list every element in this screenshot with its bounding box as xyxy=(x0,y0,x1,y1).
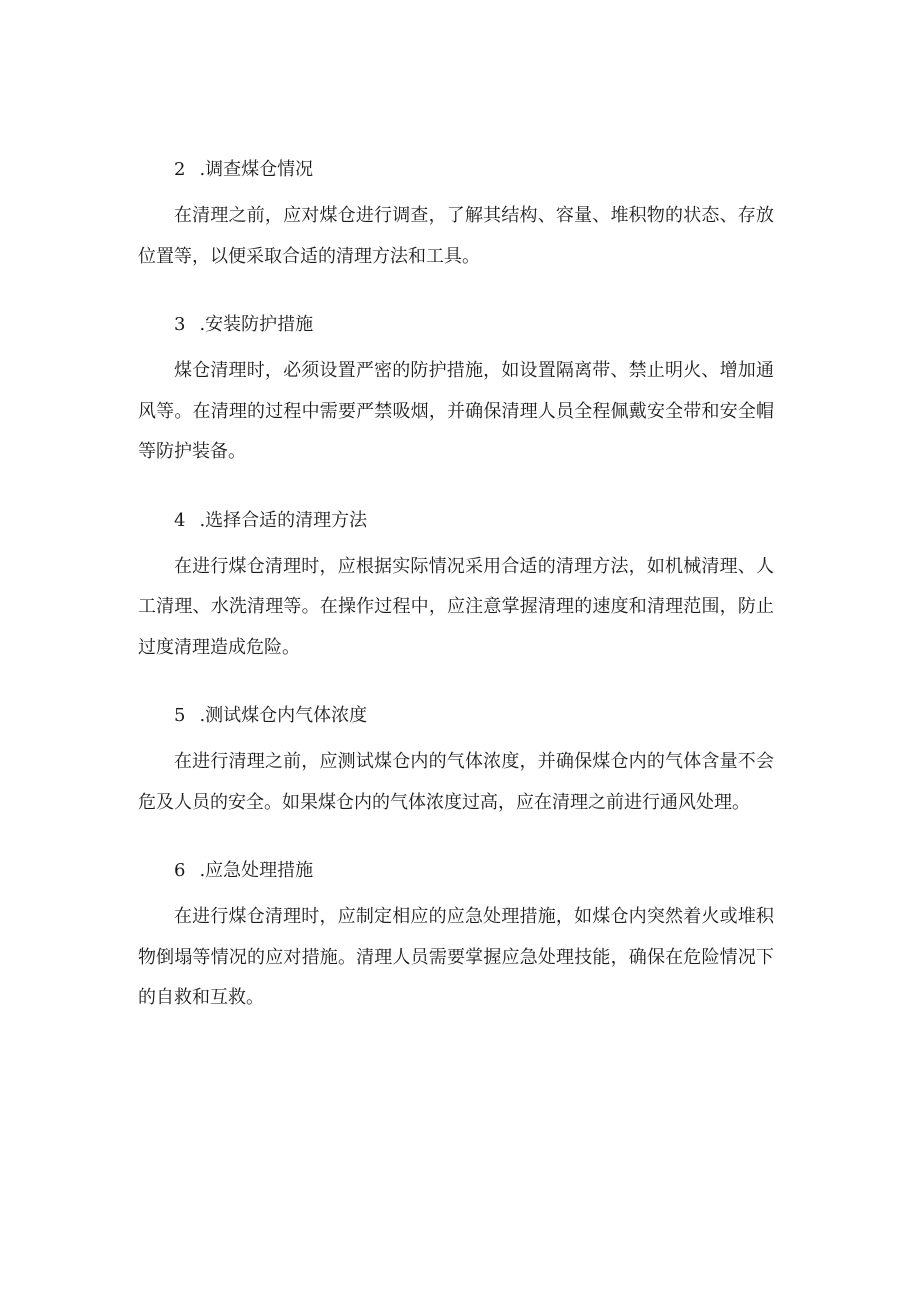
section-title: .选择合适的清理方法 xyxy=(199,509,368,531)
section-heading xyxy=(138,305,774,345)
section-5 xyxy=(138,696,774,823)
section-heading xyxy=(138,150,774,190)
section-number: 4 xyxy=(174,509,186,531)
section-body: 煤仓清理时，必须设置严密的防护措施，如设置隔离带、禁止明火、增加通风等。在清理的过程中需要严禁吸烟，并确保清理人员全程佩戴安全带和安全帽等防护装备。 xyxy=(138,360,774,462)
section-2 xyxy=(138,150,774,277)
section-title: .安装防护措施 xyxy=(199,314,314,335)
section-number: 3 xyxy=(174,314,186,335)
section-title: .应急处理措施 xyxy=(199,860,314,881)
section-number: 2 xyxy=(174,159,186,180)
section-body: 在进行煤仓清理时，应根据实际情况采用合适的清理方法，如机械清理、人工清理、水洗清理等。在操作过程中，应注意掌握清理的速度和清理范围，防止过度清理造成危险。 xyxy=(138,555,774,658)
section-heading xyxy=(138,851,774,891)
section-3 xyxy=(138,305,774,473)
section-body: 在进行煤仓清理时，应制定相应的应急处理措施，如煤仓内突然着火或堆积物倒塌等情况的应对措施。清理人员需要掌握应急处理技能，确保在危险情况下的自救和互救。 xyxy=(138,906,774,1008)
section-number: 6 xyxy=(174,860,186,881)
section-title: .测试煤仓内气体浓度 xyxy=(199,705,368,726)
section-title: .调查煤仓情况 xyxy=(199,159,314,180)
section-4 xyxy=(138,501,774,669)
section-number: 5 xyxy=(174,705,186,726)
section-heading xyxy=(138,696,774,736)
section-body: 在进行清理之前，应测试煤仓内的气体浓度，并确保煤仓内的气体含量不会危及人员的安全。如果煤仓内的气体浓度过高，应在清理之前进行通风处理。 xyxy=(138,751,774,813)
section-heading xyxy=(138,501,774,541)
document-content xyxy=(138,150,774,1019)
section-body: 在清理之前，应对煤仓进行调查，了解其结构、容量、堆积物的状态、存放位置等，以便采取合适的清理方法和工具。 xyxy=(138,205,774,267)
section-6 xyxy=(138,851,774,1019)
